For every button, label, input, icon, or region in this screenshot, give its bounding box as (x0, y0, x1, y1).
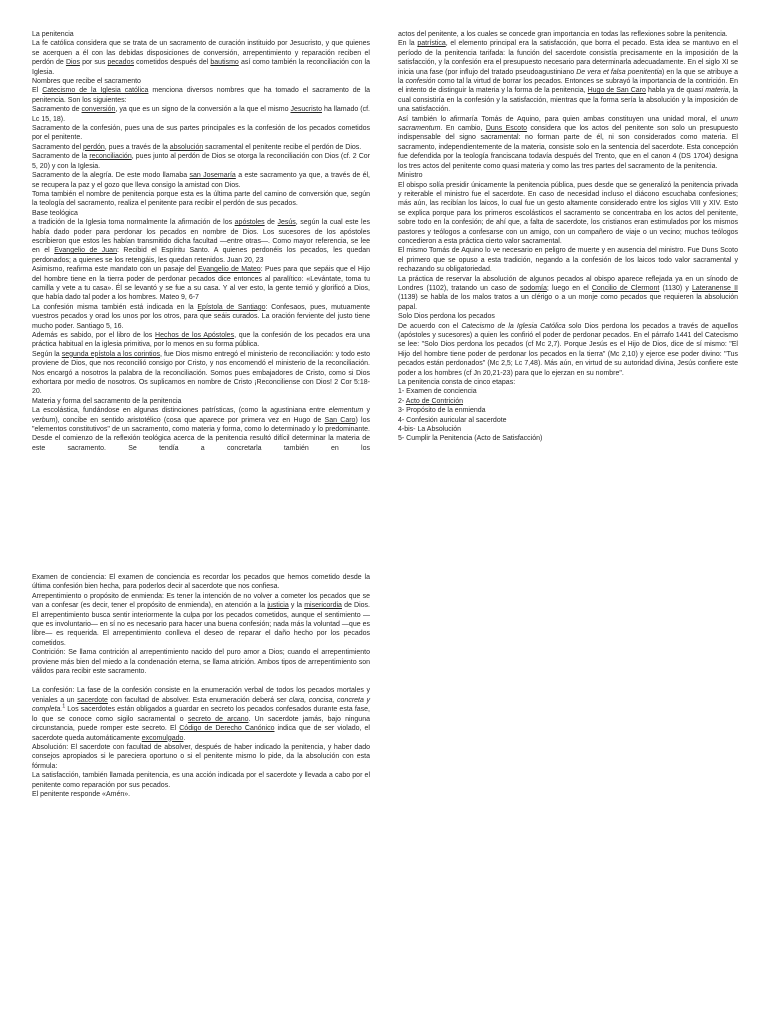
link-text[interactable]: secreto de arcano (187, 715, 249, 723)
text-run: La fe católica considera que se trata de un sacramento de curación instituido por Jesucristo, y que quienes se acerquen a él con las debidas disposiciones de conversión, arrepentimiento y reparación reciben el perdón de (32, 40, 370, 67)
paragraph (32, 743, 370, 771)
paragraph (398, 30, 738, 39)
text-run: El mismo Tomás de Aquino lo ve necesario en peligro de muerte y en ausencia del ministro. Fue Duns Scoto el primero que se opuso a esta tradición, negando a la confesión de los laicos todo valor sacramental y rechazando su obligatoriedad. (398, 247, 738, 274)
footnote-marker: 1 (62, 703, 66, 710)
link-text[interactable]: segunda epístola a los corintios (61, 350, 161, 358)
text-run: ) los "elementos constitutivos" de un sacramento, como materia y forma, como lo determinado y lo predominante. Desde el comienzo de la reflexión teológica acerca de la penitencia resultó difícil determinar la materia de este sacramento. Se tendía a concretarla también en los (32, 416, 370, 452)
paragraph (32, 592, 370, 648)
text-run: ; luego en el (546, 284, 592, 292)
text-run: , según la cual este les había dado poder para perdonar los pecados en nombre de Dios. Los sucesores de los apóstoles escribieron que estos les habían transmitido dicha facultad —entre otras—. Como mayor referencia, se lee en el (32, 219, 370, 255)
text-run: por sus (79, 59, 108, 67)
link-text[interactable]: reconciliación (89, 153, 132, 161)
text-run: Así también lo afirmaría Tomás de Aquino, para quien ambas constituyen una unidad moral, el (398, 115, 721, 123)
text-run: habla ya de (645, 87, 687, 95)
link-text[interactable]: sodomía (520, 284, 547, 292)
text-run: Según la (32, 350, 62, 358)
text-run: sacramental el penitente recibe el perdón de Dios. (203, 143, 362, 151)
text-run: La práctica de reservar la absolución de algunos pecados al obispo aparece reflejada ya en un sínodo de Londres (1102), tratando un caso de (398, 275, 738, 292)
paragraph (398, 434, 738, 443)
text-run: : Pues para que sepáis que el Hijo del hombre tiene en la tierra poder de perdonar pecados dice entonces al paralítico: «Levántate, toma tu camilla y vete a tu casa». Él se levantó y se fue a su casa. Y al ver esto, la gente temió y glorificó a Dios, que había dado tal poder a los hombres. Mateo 9, 6-7 (32, 266, 370, 302)
paragraph (32, 350, 370, 397)
paragraph (32, 771, 370, 790)
link-text[interactable]: Acto de Contrición (405, 397, 463, 405)
text-run: Sacramento de la confesión, pues una de sus partes principales es la confesión de los pecados cometidos por el penitente. (32, 125, 370, 142)
paragraph (32, 406, 370, 453)
paragraph (398, 275, 738, 313)
paragraph (398, 406, 738, 415)
text-run: . En cambio, (440, 125, 486, 133)
italic-text: Catecismo de la Iglesia Católica (461, 322, 566, 330)
text-run: La penitencia consta de cinco etapas: (398, 379, 516, 387)
text-run: de Dios. El arrepentimiento busca sentir interiormente la culpa por los pecados cometidos, aunque el sentimiento —que es involuntario— en sí no es necesario para hacer una buena confesión; nada más la voluntad —que es libre— es requerida. El arrepentimiento conlleva el deseo de reparar el daño hecho por los pecados cometidos. (32, 602, 370, 647)
text-run: cometidos después del (133, 59, 211, 67)
paragraph (398, 246, 738, 274)
left-column (32, 30, 370, 453)
text-run: solo Dios perdona los pecados a través de aquellos (apóstoles y sucesores) a quien les confirió el poder de perdonar pecados. En el párrafo 1441 del Catecismo se lee: "Solo Dios perdona los pecados (cf Mc 2,7). Porque Jesús es el Hijo de Dios, dice de sí mismo: "El Hijo del hombre tiene poder de perdonar los pecados en la tierra" (Mc 2,10) y ejerce ese poder divino: "Tus pecados están perdonados" (Mc 2,5; Lc 7,48). Más aún, en virtud de su autoridad divina, Jesús confiere este poder a los hombres (cf Jn 20,21-23) para que lo ejerzan en su nombre". (398, 322, 738, 377)
link-text[interactable]: Evangelio de Mateo (198, 266, 261, 274)
paragraph (398, 39, 738, 114)
link-text[interactable]: Epístola de Santiago (197, 303, 266, 311)
section-heading: Materia y forma del sacramento de la penitencia (32, 397, 182, 405)
paragraph (32, 790, 370, 799)
section-heading: Base teológica (32, 209, 78, 217)
text-run: actos del penitente, a los cuales se concede gran importancia en todas las reflexiones sobre la penitencia. (398, 31, 728, 38)
text-run: , el elemento principal era la satisfacción, que borra el pecado. Esta idea se mantuvo en el período de la penitencia tarifada: la función del sacerdote consistía precisamente en la imposición de la satisfacción, y la confesión era el presupuesto necesario para determinarla adecuadamente. En el siglo XI se inicia una fase (por influjo del tratado pseudoagustiniano (398, 40, 738, 76)
text-run: Contrición: Se llama contrición al arrepentimiento nacido del puro amor a Dios; cuando el arrepentimiento proviene más bien del miedo a la condenación eterna, se llama atrición. Ambos tipos de arrepentimiento son válidos para recibir este sacramento. (32, 649, 370, 676)
paragraph (32, 265, 370, 303)
text-run: Los sacerdotes están obligados a guardar en secreto los pecados confesados durante esta fase, lo que se conoce como sigilo sacramental o (32, 706, 370, 723)
lower-block (32, 573, 370, 799)
italic-text: elementum (328, 407, 364, 415)
italic-text: clara, concisa, concreta y completa. (32, 696, 370, 714)
right-column (398, 30, 738, 444)
paragraph (398, 416, 738, 425)
text-run: 2- (398, 397, 406, 405)
text-run: 3- Propósito de la enmienda (398, 407, 486, 415)
link-text[interactable]: Dios (65, 59, 80, 67)
text-run: La satisfacción, también llamada penitencia, es una acción indicada por el sacerdote y llevada a cabo por el penitente como reparación por sus pecados. (32, 772, 370, 789)
italic-text: confesión (405, 78, 436, 86)
text-run: Sacramento de (32, 106, 82, 114)
italic-text: unum sacramentum (398, 115, 738, 133)
text-run: . (183, 734, 186, 742)
paragraph (398, 397, 738, 406)
text-run: , pues junto al perdón de Dios se otorga la reconciliación con Dios (cf. 2 Cor 5, 20) y con la Iglesia. (32, 153, 371, 170)
paragraph (398, 387, 738, 396)
paragraph (32, 39, 370, 77)
text-run: 5- Cumplir la Penitencia (Acto de Satisfacción) (398, 435, 543, 443)
paragraph (398, 322, 738, 378)
text-run: De acuerdo con el (398, 322, 462, 330)
lower-block-group (32, 573, 370, 676)
paragraph (32, 648, 370, 676)
italic-text: quasi materia (686, 87, 729, 95)
text-run: de (264, 219, 278, 227)
link-text[interactable]: justicia (267, 602, 289, 610)
text-run: , la cual consistiría en la confesión y la satisfacción, mientras que la forma sería la absolución y la imposición de una satisfacción. (398, 87, 739, 114)
text-run: 4- Confesión auricular al sacerdote (398, 416, 507, 424)
text-run: , ya que es un signo de la conversión a la que el mismo (115, 106, 291, 114)
paragraph (32, 105, 370, 124)
link-text[interactable]: Concilio de Clermont (591, 284, 660, 292)
text-run: a este sacramento ya que, a través de él, se recupera la paz y el gozo que lleva consigo la amistad con Dios. (32, 172, 370, 189)
paragraph (32, 303, 370, 331)
document-title: La penitencia (32, 31, 74, 38)
text-run: Además es sabido, por el libro de los (32, 332, 156, 339)
paragraph (32, 86, 370, 105)
text-run: a tradición de la Iglesia toma normalmente la afirmación de los (32, 219, 235, 227)
link-text[interactable]: excomulgado (141, 734, 184, 742)
link-text[interactable]: apóstoles (234, 219, 265, 227)
paragraph (32, 124, 370, 143)
text-run: como tal la virtud de borrar los pecados. Entonces se subrayó la importancia de la contrición. En el intento de distinguir la materia y la forma de la penitencia, (398, 78, 738, 95)
text-run: menciona diversos nombres que ha tomado el sacramento de la penitencia. Son los siguientes: (32, 87, 371, 104)
link-text[interactable]: Lateranense II (692, 284, 738, 292)
paragraph (398, 181, 738, 247)
text-run: (1139) se habla de los malos tratos a un clérigo o a un monje como pecados que requieren la absolución papal. (398, 294, 738, 311)
link-text[interactable]: San Caro (324, 416, 356, 424)
link-text[interactable]: pecados (107, 59, 134, 67)
text-run: y la (288, 602, 305, 610)
text-run: : Confesaos, pues, mutuamente vuestros pecados y orad los unos por los otros, para que seáis curados. La oración ferviente del justo tiene mucho poder. Santiago 5, 16. (32, 303, 370, 330)
text-run: y (363, 407, 370, 415)
link-text[interactable]: Jesucristo (290, 106, 322, 114)
text-run: Sacramento de la (32, 153, 90, 161)
text-run: Examen de conciencia: El examen de conciencia es recordar los pecados que hemos cometido desde la última confesión bien hecha, para poderlos decir al sacerdote que nos confiesa. (32, 574, 370, 591)
italic-text: verbum (32, 416, 56, 424)
text-run: : Recibid el Espíritu Santo. A quienes perdonéis los pecados, les quedan perdonados; a quienes se los retengáis, les quedan retenidos. Juan 20, 23 (32, 247, 371, 264)
link-text[interactable]: bautismo (210, 59, 239, 67)
paragraph (32, 152, 370, 171)
link-text[interactable]: absolución (169, 143, 204, 151)
link-text[interactable]: conversión (81, 106, 116, 114)
text-run: Toma también el nombre de penitencia porque esta es la última parte del camino de conversión que, según la teología del sacramento, realiza el penitente para recibir el perdón de sus pecados. (32, 190, 370, 208)
section-heading: Solo Dios perdona los pecados (398, 313, 495, 321)
paragraph (32, 190, 370, 209)
link-text[interactable]: san Josemaría (189, 172, 236, 180)
paragraph (398, 115, 738, 171)
text-run: El (32, 87, 43, 95)
text-run: , pues a través de la (104, 143, 170, 151)
text-run: 1- Examen de conciencia (398, 388, 477, 396)
link-text[interactable]: Duns Escoto (485, 125, 528, 133)
paragraph (32, 573, 370, 592)
lower-block-group (32, 686, 370, 799)
section-heading: Ministro (398, 172, 423, 180)
link-text[interactable]: Hechos de los Apóstoles (155, 332, 235, 339)
text-run: . Un sacerdote jamás, bajo ninguna circunstancia, puede romper este secreto. El (32, 715, 370, 733)
text-run: considera que los actos del penitente son solo un presupuesto indispensable del signo sacramental: no forman parte de él, ni son considerados como materia. El sacramento, independientemente de la materia, consiste solo en la sentencia del sacerdote. Esta concepción fue defendida por la teología franciscana todavía después del Trento, que en el canon 4 (DS 1704) designa los tres actos del penitente como quasi materia y como las tres partes del sacramento de la penitencia. (398, 125, 739, 170)
text-run: , fue Dios mismo entregó el ministerio de reconciliación: y todo esto proviene de Dios, que nos reconcilió consigo por Cristo, y nos encomendó el ministerio de la reconciliación. Nos encargó a nosotros la palabra de la reconciliación. Somos pues embajadores de Cristo, como si Dios exhortara por medio de nosotros. Os suplicamos en nombre de Cristo ¡Reconciliense con Dios! 2 Cor 5:18-20. (32, 350, 370, 396)
text-run: (1130) y (659, 284, 692, 292)
text-run: 4-bis- La Absolución (398, 426, 462, 434)
text-run: ha llamado (cf. Lc 15, 18). (32, 106, 370, 123)
link-text[interactable]: perdón (82, 143, 105, 151)
link-text[interactable]: Jesús (277, 219, 296, 227)
paragraph (32, 143, 370, 152)
text-run: , que la confesión de los pecados era una práctica habitual en la iglesia primitiva, por lo menos en su forma pública. (32, 332, 370, 349)
paragraph (32, 686, 370, 742)
text-run: El obispo solía presidir únicamente la penitencia pública, pues desde que se generalizó la penitencia privada y reiterable el ministro fue el sacerdote. En caso de necesidad incluso el diácono escuchaba confesiones; más aún, las recibían los laicos, lo cual fue un gesto altamente considerado entre los siglos VIII y XIV. Esto se explica porque para los primeros escolásticos el sacramento se concentraba en los actos del penitente, sobre todo en la confesión; de ahí que, a falta de sacerdote, los cristianos eran estimulados por los mismos pastores y teólogos a confesarse con un amigo, con un compañero de viaje o un vecino; muchos teólogos concedieron a esta práctica cierto valor sacramental. (398, 181, 738, 245)
text-run: Absolución: El sacerdote con facultad de absolver, después de haber indicado la penitencia, y haber dado consejos apropiados si le pareciera oportuno o si el penitente mismo lo pide, da la absolución con esta fórmula: (32, 743, 370, 770)
paragraph (32, 171, 370, 190)
text-run: La confesión: La fase de la confesión consiste en la enumeración verbal de todos los pecados mortales y veniales a un (32, 687, 370, 704)
text-run: El penitente responde «Amén». (32, 790, 131, 798)
text-run: Sacramento de la alegría. De este modo llamaba (32, 172, 190, 180)
link-text[interactable]: Catecismo de la Iglesia católica (42, 87, 149, 95)
text-run: La escolástica, fundándose en algunas distinciones patrísticas, (como la agustiniana entre (32, 407, 329, 415)
link-text[interactable]: Código de Derecho Canónico (179, 725, 275, 733)
paragraph (398, 378, 738, 387)
link-text[interactable]: sacerdote (77, 696, 108, 704)
text-run: Sacramento del (32, 143, 83, 151)
paragraph (32, 331, 370, 350)
link-text[interactable]: Evangelio de Juan (54, 247, 117, 255)
text-run: Asimismo, reafirma este mandato con un pasaje del (32, 266, 199, 274)
text-run: Arrepentimiento o propósito de enmienda: Es tener la intención de no volver a cometer los pecados que se van a confesar (es decir, tener el propósito de enmienda), en atención a la (32, 592, 370, 610)
text-run: La confesión misma también está indicada en la (32, 303, 198, 311)
text-run: indica que de ser violado, el sacerdote queda automáticamente (32, 725, 370, 742)
text-run: ), concibe en sentido aristotélico (cosa que aparece por primera vez en Hugo de (55, 416, 325, 424)
link-text[interactable]: patrística (417, 40, 446, 48)
section-heading: Nombres que recibe el sacramento (32, 78, 141, 86)
paragraph (32, 218, 370, 265)
text-run: En la (398, 40, 418, 48)
text-run: ) en la que se atribuye a la (398, 68, 738, 86)
italic-text: De vera et falsa poenitentia (576, 68, 663, 76)
link-text[interactable]: misericordia (304, 602, 342, 610)
text-run: así como también la reconciliación con la Iglesia. (32, 59, 370, 76)
paragraph (398, 425, 738, 434)
text-run: con facultad de absolver. Esta enumeración deberá ser (107, 696, 290, 704)
link-text[interactable]: Hugo de San Caro (587, 87, 646, 95)
